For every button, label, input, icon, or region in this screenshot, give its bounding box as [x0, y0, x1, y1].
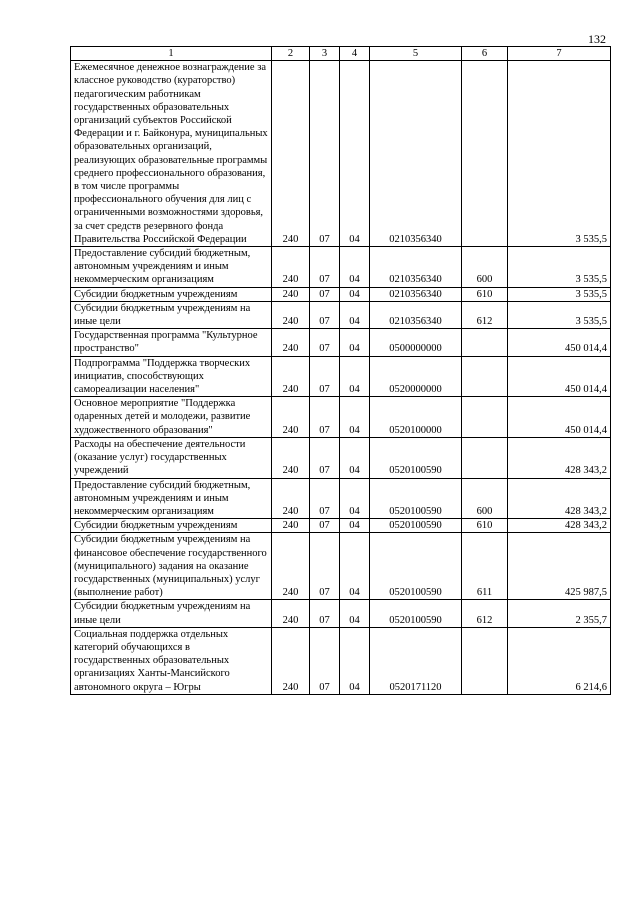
row-name: Государственная программа "Культурное пространство" — [71, 329, 272, 356]
row-amount: 428 343,2 — [508, 478, 611, 519]
row-amount: 425 987,5 — [508, 533, 611, 600]
row-name: Подпрограмма "Поддержка творческих инициатив, способствующих самореализации населения" — [71, 356, 272, 397]
row-name: Предоставление субсидий бюджетным, автономным учреждениям и иным некоммерческим организациям — [71, 247, 272, 288]
row-code-target: 0520100590 — [370, 478, 462, 519]
row-code-target: 0210356340 — [370, 287, 462, 301]
row-code-expense-type — [462, 329, 508, 356]
row-code-section: 07 — [310, 356, 340, 397]
row-amount: 428 343,2 — [508, 437, 611, 478]
row-code-expense-type: 611 — [462, 533, 508, 600]
row-name: Субсидии бюджетным учреждениям на финансовое обеспечение государственного (муниципального) задания на оказание государственных (муниципальных) услуг (выполнение работ) — [71, 533, 272, 600]
row-code-admin: 240 — [272, 397, 310, 438]
table-row — [71, 627, 611, 694]
row-amount: 3 535,5 — [508, 301, 611, 328]
table-row — [71, 519, 611, 533]
row-code-admin: 240 — [272, 329, 310, 356]
row-code-admin: 240 — [272, 247, 310, 288]
page-number: 132 — [588, 32, 606, 46]
row-amount: 450 014,4 — [508, 397, 611, 438]
table-row — [71, 600, 611, 627]
header-col-1: 1 — [71, 47, 272, 61]
table-row — [71, 356, 611, 397]
row-amount: 450 014,4 — [508, 356, 611, 397]
row-amount: 3 535,5 — [508, 287, 611, 301]
row-code-section: 07 — [310, 287, 340, 301]
row-code-expense-type: 612 — [462, 301, 508, 328]
row-code-target: 0520171120 — [370, 627, 462, 694]
row-code-target: 0520100590 — [370, 600, 462, 627]
row-name: Субсидии бюджетным учреждениям на иные цели — [71, 301, 272, 328]
header-col-3: 3 — [310, 47, 340, 61]
row-code-target: 0520100590 — [370, 533, 462, 600]
row-code-subsection: 04 — [340, 61, 370, 247]
row-code-expense-type: 610 — [462, 287, 508, 301]
table-row — [71, 329, 611, 356]
row-amount: 3 535,5 — [508, 61, 611, 247]
row-code-expense-type: 612 — [462, 600, 508, 627]
row-code-section: 07 — [310, 437, 340, 478]
row-name: Социальная поддержка отдельных категорий обучающихся в государственных образовательных организациях Ханты-Мансийского автономного округа – Югры — [71, 627, 272, 694]
budget-table — [70, 46, 611, 695]
header-col-4: 4 — [340, 47, 370, 61]
row-code-subsection: 04 — [340, 287, 370, 301]
row-code-subsection: 04 — [340, 627, 370, 694]
row-code-section: 07 — [310, 519, 340, 533]
row-name: Субсидии бюджетным учреждениям — [71, 519, 272, 533]
row-code-target: 0520000000 — [370, 356, 462, 397]
row-name: Ежемесячное денежное вознаграждение за классное руководство (кураторство) педагогическим работникам государственных образовательных организаций субъектов Российской Федерации и г. Байконура, муниципальных образовательных организаций, реализующих образовательные программы среднего профессионального образования, в том числе программы профессионального обучения для лиц с ограниченными возможностями здоровья, за счет средств резервного фонда Правительства Российской Федерации — [71, 61, 272, 247]
row-code-target: 0210356340 — [370, 247, 462, 288]
table-row — [71, 478, 611, 519]
row-amount: 428 343,2 — [508, 519, 611, 533]
table-body — [71, 61, 611, 695]
row-code-expense-type — [462, 61, 508, 247]
row-code-section: 07 — [310, 627, 340, 694]
row-code-admin: 240 — [272, 600, 310, 627]
row-code-subsection: 04 — [340, 301, 370, 328]
table-row — [71, 287, 611, 301]
row-code-subsection: 04 — [340, 329, 370, 356]
row-name: Расходы на обеспечение деятельности (оказание услуг) государственных учреждений — [71, 437, 272, 478]
table-header-row — [71, 47, 611, 61]
table-row — [71, 61, 611, 247]
row-code-target: 0520100590 — [370, 437, 462, 478]
row-code-subsection: 04 — [340, 519, 370, 533]
row-code-subsection: 04 — [340, 437, 370, 478]
row-code-subsection: 04 — [340, 600, 370, 627]
row-code-subsection: 04 — [340, 533, 370, 600]
header-col-7: 7 — [508, 47, 611, 61]
row-code-admin: 240 — [272, 61, 310, 247]
row-code-admin: 240 — [272, 533, 310, 600]
row-code-section: 07 — [310, 397, 340, 438]
row-code-section: 07 — [310, 533, 340, 600]
row-code-admin: 240 — [272, 301, 310, 328]
header-col-6: 6 — [462, 47, 508, 61]
row-code-expense-type — [462, 627, 508, 694]
row-code-target: 0520100000 — [370, 397, 462, 438]
row-code-subsection: 04 — [340, 356, 370, 397]
row-code-admin: 240 — [272, 287, 310, 301]
row-name: Субсидии бюджетным учреждениям на иные цели — [71, 600, 272, 627]
row-code-admin: 240 — [272, 627, 310, 694]
table-row — [71, 437, 611, 478]
row-code-target: 0520100590 — [370, 519, 462, 533]
row-code-section: 07 — [310, 600, 340, 627]
row-name: Предоставление субсидий бюджетным, автономным учреждениям и иным некоммерческим организациям — [71, 478, 272, 519]
table-row — [71, 533, 611, 600]
row-code-expense-type: 610 — [462, 519, 508, 533]
row-code-section: 07 — [310, 478, 340, 519]
row-code-expense-type: 600 — [462, 478, 508, 519]
row-code-target: 0500000000 — [370, 329, 462, 356]
row-code-admin: 240 — [272, 356, 310, 397]
row-code-subsection: 04 — [340, 397, 370, 438]
row-code-subsection: 04 — [340, 247, 370, 288]
row-amount: 2 355,7 — [508, 600, 611, 627]
row-code-section: 07 — [310, 247, 340, 288]
row-code-expense-type — [462, 397, 508, 438]
table-row — [71, 247, 611, 288]
row-code-admin: 240 — [272, 437, 310, 478]
row-code-admin: 240 — [272, 478, 310, 519]
row-amount: 450 014,4 — [508, 329, 611, 356]
row-amount: 6 214,6 — [508, 627, 611, 694]
row-code-target: 0210356340 — [370, 301, 462, 328]
row-code-admin: 240 — [272, 519, 310, 533]
row-code-section: 07 — [310, 329, 340, 356]
table-row — [71, 301, 611, 328]
row-code-subsection: 04 — [340, 478, 370, 519]
row-code-section: 07 — [310, 61, 340, 247]
row-code-expense-type: 600 — [462, 247, 508, 288]
row-code-section: 07 — [310, 301, 340, 328]
table-row — [71, 397, 611, 438]
row-code-expense-type — [462, 437, 508, 478]
row-name: Основное мероприятие "Поддержка одаренных детей и молодежи, развитие художественного образования" — [71, 397, 272, 438]
header-col-2: 2 — [272, 47, 310, 61]
row-code-target: 0210356340 — [370, 61, 462, 247]
row-name: Субсидии бюджетным учреждениям — [71, 287, 272, 301]
header-col-5: 5 — [370, 47, 462, 61]
row-code-expense-type — [462, 356, 508, 397]
row-amount: 3 535,5 — [508, 247, 611, 288]
